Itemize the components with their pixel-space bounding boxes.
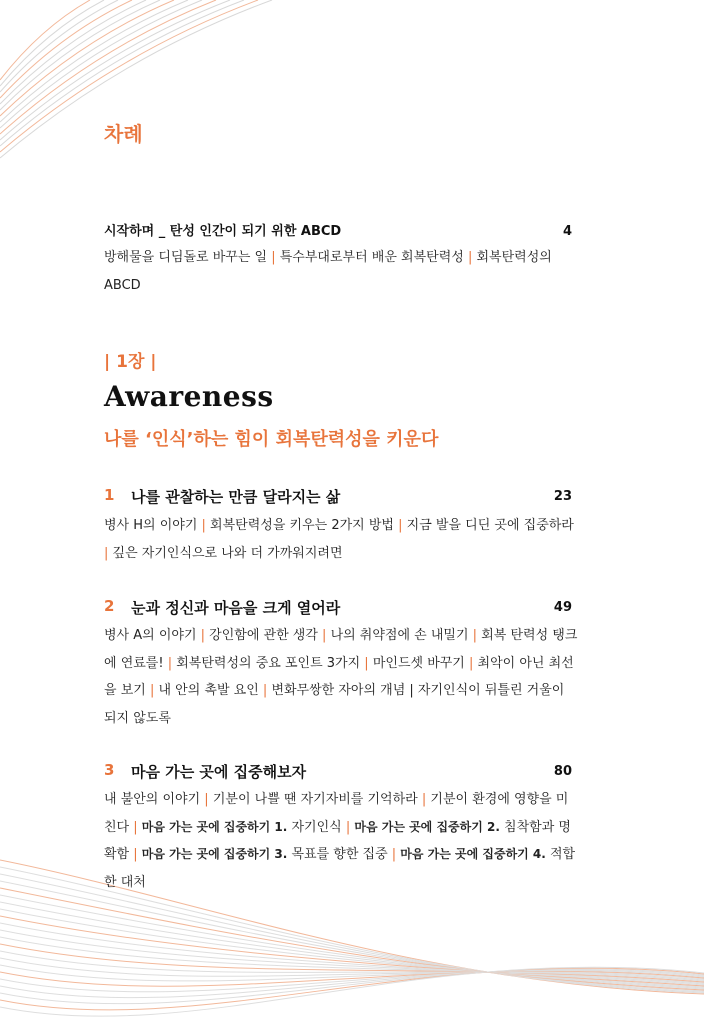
decorative-line — [0, 970, 704, 998]
decorative-line — [0, 888, 704, 990]
section-page: 80 — [553, 764, 572, 779]
separator: | — [468, 628, 482, 643]
decorative-line — [0, 916, 704, 986]
separator: | — [104, 545, 113, 561]
separator: | — [145, 683, 159, 698]
toc-title: 차례 — [104, 122, 143, 146]
chapter-subtitle: 나를 ‘인식’하는 힘이 회복탄력성을 키운다 — [104, 429, 439, 450]
separator: | — [341, 819, 355, 835]
decorative-line — [0, 0, 118, 92]
chapter-label: | 1장 | — [104, 352, 157, 372]
item-bold-label: 마음 가는 곳에 집중하기 3. — [141, 847, 288, 861]
decorative-line — [0, 0, 202, 128]
separator: | — [360, 655, 373, 671]
item-bold-label: 마음 가는 곳에 집중하기 2. — [354, 819, 500, 834]
decorative-line — [0, 0, 216, 134]
section-number: 3 — [104, 761, 115, 779]
section-description-3 — [104, 786, 578, 896]
decorative-line — [0, 0, 188, 122]
toc-item: 회복 탄력성 탱크에 연료를! — [104, 628, 578, 671]
section-title: 마음 가는 곳에 집중해보자 — [131, 763, 307, 781]
decorative-line — [0, 902, 704, 988]
decorative-line — [0, 968, 704, 1010]
section-title: 눈과 정신과 마음을 크게 열어라 — [131, 599, 341, 617]
separator: | — [464, 655, 478, 671]
section-description-1 — [104, 512, 578, 567]
decorative-line — [0, 930, 704, 984]
toc-item: 자기인식 — [287, 819, 342, 835]
decorative-line — [0, 965, 704, 981]
separator: | — [267, 250, 280, 265]
decorative-line — [0, 881, 704, 991]
separator: | — [129, 819, 142, 835]
toc-item: 지금 발을 디딘 곳에 집중하라 — [406, 518, 574, 533]
item-bold-label: 마음 가는 곳에 집중하기 1. — [141, 819, 288, 834]
decorative-line — [0, 969, 704, 1004]
intro-description — [104, 244, 578, 299]
separator: | — [200, 792, 213, 807]
decorative-line — [0, 909, 704, 987]
intro-heading — [104, 220, 572, 239]
section-page: 23 — [553, 489, 572, 504]
section-heading-1 — [104, 486, 572, 507]
item-bold-label: 마음 가는 곳에 집중하기 4. — [400, 847, 546, 861]
separator: | — [317, 628, 331, 643]
decorative-line — [0, 0, 146, 104]
decorative-line — [0, 967, 704, 1016]
toc-item: 변화무쌍한 자아의 개념 | 자기인식이 뒤틀린 거울이 되지 않도록 — [104, 683, 565, 726]
toc-item: 기분이 환경에 영향을 미친다 — [104, 792, 569, 835]
decorative-line — [0, 895, 704, 989]
section-heading-3 — [104, 761, 572, 782]
toc-item: 병사 H의 이야기 — [104, 518, 198, 533]
toc-item: 회복탄력성의 중요 포인트 3가지 — [176, 655, 361, 671]
separator: | — [163, 655, 177, 671]
decorative-line — [0, 971, 704, 992]
toc-item: 적합한 대처 — [104, 847, 576, 890]
decorative-line — [0, 958, 704, 980]
section-heading-2 — [104, 597, 572, 618]
intro-title: 시작하며 _ 탄성 인간이 되기 위한 ABCD — [104, 224, 342, 239]
toc-item: 나의 취약점에 손 내밀기 — [330, 628, 469, 643]
decorative-line — [0, 923, 704, 985]
toc-item: 깊은 자기인식으로 나와 더 가까워지려면 — [112, 545, 343, 561]
decorative-line — [0, 0, 132, 98]
separator: | — [197, 518, 211, 533]
toc-item: 특수부대로부터 배운 회복탄력성 — [279, 250, 464, 265]
toc-item: 최악이 아닌 최선을 보기 — [104, 655, 574, 698]
decorative-line — [0, 937, 704, 983]
decorative-line — [0, 0, 174, 116]
decorative-line — [0, 971, 704, 986]
section-title: 나를 관찰하는 만큼 달라지는 삶 — [131, 488, 341, 506]
toc-item: 목표를 향한 집중 — [287, 847, 388, 862]
toc-item: 마인드셋 바꾸기 — [372, 655, 465, 671]
separator: | — [393, 518, 407, 533]
decorative-line — [0, 0, 90, 80]
section-number: 1 — [104, 486, 115, 504]
toc-item: 기분이 나쁠 땐 자기자비를 기억하라 — [212, 792, 418, 807]
decorative-line — [0, 951, 704, 981]
decorative-line — [0, 944, 704, 982]
separator: | — [387, 847, 401, 862]
section-description-2 — [104, 622, 578, 732]
toc-item: 회복탄력성의 ABCD — [104, 250, 552, 293]
section-number: 2 — [104, 597, 115, 615]
separator: | — [196, 628, 210, 643]
toc-item: 내 안의 촉발 요인 — [158, 683, 259, 698]
decorative-line — [0, 0, 104, 86]
separator: | — [417, 792, 431, 807]
section-page: 49 — [553, 600, 572, 615]
toc-item: 회복탄력성을 키우는 2가지 방법 — [210, 518, 394, 533]
chapter-title-en: Awareness — [104, 380, 274, 413]
toc-item: 강인함에 관한 생각 — [209, 628, 318, 643]
toc-item: 방해물을 디딤돌로 바꾸는 일 — [104, 250, 268, 265]
toc-item: 병사 A의 이야기 — [104, 628, 197, 643]
intro-page: 4 — [562, 224, 572, 239]
toc-item: 침착함과 명확함 — [104, 819, 571, 862]
separator: | — [129, 847, 142, 862]
toc-item: 내 불안의 이야기 — [104, 792, 201, 807]
separator: | — [463, 250, 477, 265]
decorative-line — [0, 0, 160, 110]
separator: | — [258, 683, 272, 698]
